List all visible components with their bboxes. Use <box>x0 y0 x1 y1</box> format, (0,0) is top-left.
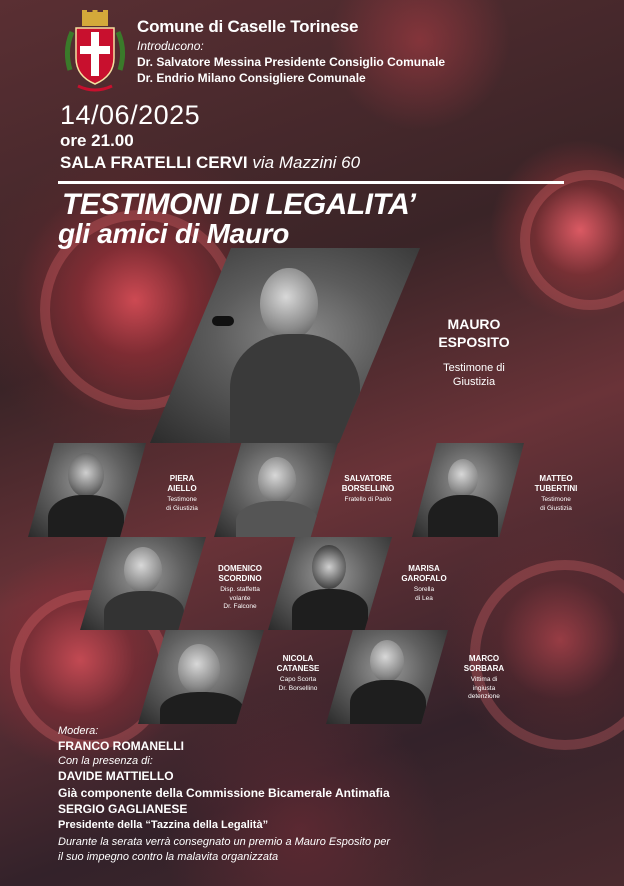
event-venue <box>60 153 360 173</box>
speaker-photo-aiello <box>28 443 146 537</box>
speaker-name: PIERA AIELLO <box>167 474 197 493</box>
event-subtitle: gli amici di Mauro <box>58 218 290 249</box>
portrait-body <box>428 495 498 537</box>
portrait-head <box>370 640 404 682</box>
portrait-head <box>312 545 346 589</box>
portrait-head <box>448 459 478 497</box>
speaker-role: Sorella di Lea <box>413 586 435 602</box>
portrait-head <box>68 453 104 497</box>
speaker-role: Vittima di ingiusta detenzione <box>468 676 500 700</box>
note-line-2: il suo impegno contro la malavita organizzata <box>58 851 279 863</box>
speaker-photo-borsellino <box>214 443 338 537</box>
portrait-body <box>230 334 360 443</box>
speaker-name: MARCO SORBARA <box>463 654 505 673</box>
speaker-role: Fratello di Paolo <box>344 496 392 503</box>
intro-line-1: Dr. Salvatore Messina Presidente Consiglio Comunale <box>137 55 446 69</box>
portrait-body <box>104 591 184 630</box>
main-speaker-name: MAURO ESPOSITO <box>438 316 510 350</box>
speaker-name: DOMENICO SCORDINO <box>218 564 262 583</box>
venue-address: via Mazzini 60 <box>252 153 361 172</box>
org-name: Comune di Caselle Torinese <box>137 17 359 36</box>
portrait-head <box>178 644 220 694</box>
microphone-icon <box>212 316 234 326</box>
presence-label: Con la presenza di: <box>58 755 153 767</box>
event-time: ore 21.00 <box>60 131 134 150</box>
speaker-name: SALVATORE BORSELLINO <box>341 474 395 493</box>
guest-2-name: SERGIO GAGLIANESE <box>58 802 188 816</box>
coat-of-arms-icon <box>62 10 128 94</box>
main-speaker-role: Testimone di Giustizia <box>443 362 505 388</box>
speaker-photo-sorbara <box>326 630 448 724</box>
modera-label: Modera: <box>58 725 99 737</box>
speaker-role: Capo Scorta Dr. Borsellino <box>278 676 318 692</box>
event-date: 14/06/2025 <box>60 100 201 130</box>
speaker-name: MATTEO TUBERTINI <box>534 474 578 493</box>
portrait-body <box>350 680 426 724</box>
portrait-body <box>48 495 124 537</box>
guest-2-role: Presidente della “Tazzina della Legalità” <box>58 819 269 831</box>
speaker-role: Testimone di Giustizia <box>166 496 198 512</box>
speaker-photo-scordino <box>80 537 206 630</box>
note-line-1: Durante la serata verrà consegnato un premio a Mauro Esposito per <box>58 836 391 848</box>
intro-label: Introducono: <box>137 39 204 53</box>
intro-line-2: Dr. Endrio Milano Consigliere Comunale <box>137 71 366 85</box>
speaker-photo-garofalo <box>268 537 392 630</box>
portrait-head <box>258 457 296 503</box>
guest-1-role: Già componente della Commissione Bicamerale Antimafia <box>58 786 390 800</box>
guest-1-name: DAVIDE MATTIELLO <box>58 769 174 783</box>
portrait-body <box>160 692 244 724</box>
portrait-body <box>292 589 368 630</box>
moderator-name: FRANCO ROMANELLI <box>58 739 184 753</box>
venue-name: SALA FRATELLI CERVI <box>60 153 248 172</box>
speaker-name: NICOLA CATANESE <box>276 654 320 673</box>
bg-ring <box>520 170 624 310</box>
event-title: TESTIMONI DI LEGALITA’ <box>62 188 416 221</box>
speaker-role: Testimone di Giustizia <box>540 496 572 512</box>
portrait-head <box>124 547 162 593</box>
portrait-body <box>236 501 318 537</box>
speaker-photo-tubertini <box>412 443 524 537</box>
divider <box>58 181 564 184</box>
portrait-head <box>260 268 318 340</box>
speaker-name: MARISA GAROFALO <box>401 564 447 583</box>
speaker-role: Disp. staffetta volante Dr. Falcone <box>220 586 260 610</box>
